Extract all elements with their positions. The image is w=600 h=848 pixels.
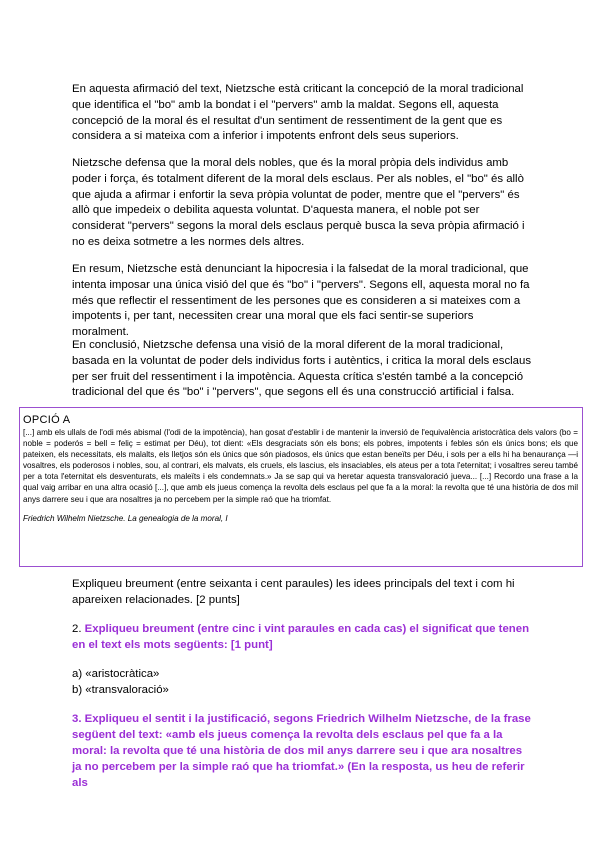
option-a-title: OPCIÓ A [23,414,71,426]
answer-paragraph-2: Nietzsche defensa que la moral dels nobles, que és la moral pròpia dels individus amb poder i força, és totalment diferent de la moral dels esclaus. Per als nobles, el "bo" és allò que ajuda a afirmar i enfortir la seva pròpia voluntat de poder, mentre que el "pervers" és allò que impedeix o debilita aquesta voluntat. D'aquesta manera, el noble pot ser considerat "pervers" segons la moral dels esclaus perquè busca la seva pròpia afirmació i no es deixa sotmetre a les normes dels altres. [72,157,525,248]
question-2 [72,621,532,653]
question-3: 3. Expliqueu el sentit i la justificació, segons Friedrich Wilhelm Nietzsche, de la frase següent del text: «amb els jueus comença la revolta dels esclaus pel que fa a la moral: la revolta que té una història de dos mil anys darrere seu i que ara nosaltres ja no percebem per la simple raó que ha triomfat.» (En la resposta, us heu de referir als [72,713,531,789]
question-2-text: Expliqueu breument (entre cinc i vint paraules en cada cas) el significat que tenen en el text els mots següents: [1 punt] [72,623,530,651]
option-a-citation: Friedrich Wilhelm Nietzsche. La genealogia de la moral, I [23,513,228,523]
answer-paragraph-1: En aquesta afirmació del text, Nietzsche està criticant la concepció de la moral tradicional que identifica el "bo" amb la bondat i el "pervers" amb la maldat. Segons ell, aquesta concepció de la moral és el resultat d'un sentiment de ressentiment de la gent que es considera a si mateixa com a inferior i impotents enfront dels seus superiors. [72,83,524,143]
option-a-quote: [...] amb els ullals de l'odi més abismal (l'odi de la impotència), han gosat d'establir i de mantenir la inversió de l'equivalència aristocràtica dels valors (bo = noble = poderós = bell = feliç = estimat per Déu), tot dient: «Els desgraciats són els bons; els pobres, impotents i febles són els únics bons; els que pateixen, els necessitats, els malalts, els lletjos són els únics que són piadosos, els únics que estan beneïts per Déu, i sols per a ells hi ha benaurança —i vosaltres, els poderosos i nobles, sou, al contrari, els malvats, els cruels, els lascius, els insaciables, els ateus per a tota l'eternitat; i vosaltres sereu també per a tota l'eternitat els desventurats, els maleïts i els condemnats.» Ja se sap qui va heretar aquesta transvaloració jueva... [...] Recordo una frase a la qual vaig arribar en una altra ocasió [...], que amb els jueus comença la revolta dels esclaus pel que fa a la moral: la revolta que té una història de dos mil anys darrere seu i que ara nosaltres ja no percebem per la simple raó que ha triomfat. [23,428,578,504]
answer-paragraph-3: En resum, Nietzsche està denunciant la hipocresia i la falsedat de la moral tradicional, que intenta imposar una única visió del que és "bo" i "pervers". Segons ell, aquesta moral no fa més que reflectir el ressentiment de les persones que es consideren a si mateixes com a impotents i, per tant, necessiten crear una moral que els faci sentir-se superiors moralment. [72,263,530,339]
question-2-item-a: a) «aristocràtica» [72,668,160,680]
question-2-item-b: b) «transvaloració» [72,684,169,696]
option-a-box [19,407,583,567]
answer-paragraph-4: En conclusió, Nietzsche defensa una visió de la moral diferent de la moral tradicional, basada en la voluntat de poder dels individus forts i autèntics, i critica la moral dels esclaus per ser fruit del ressentiment i la impotència. Aquesta crítica s'estén també a la concepció tradicional del que és "bo" i "pervers", que segons ell és una construcció artificial i falsa. [72,339,532,399]
question-2-number: 2. [72,623,82,635]
question-1: Expliqueu breument (entre seixanta i cent paraules) les idees principals del text i com hi apareixen relacionades. [2 punts] [72,578,515,606]
